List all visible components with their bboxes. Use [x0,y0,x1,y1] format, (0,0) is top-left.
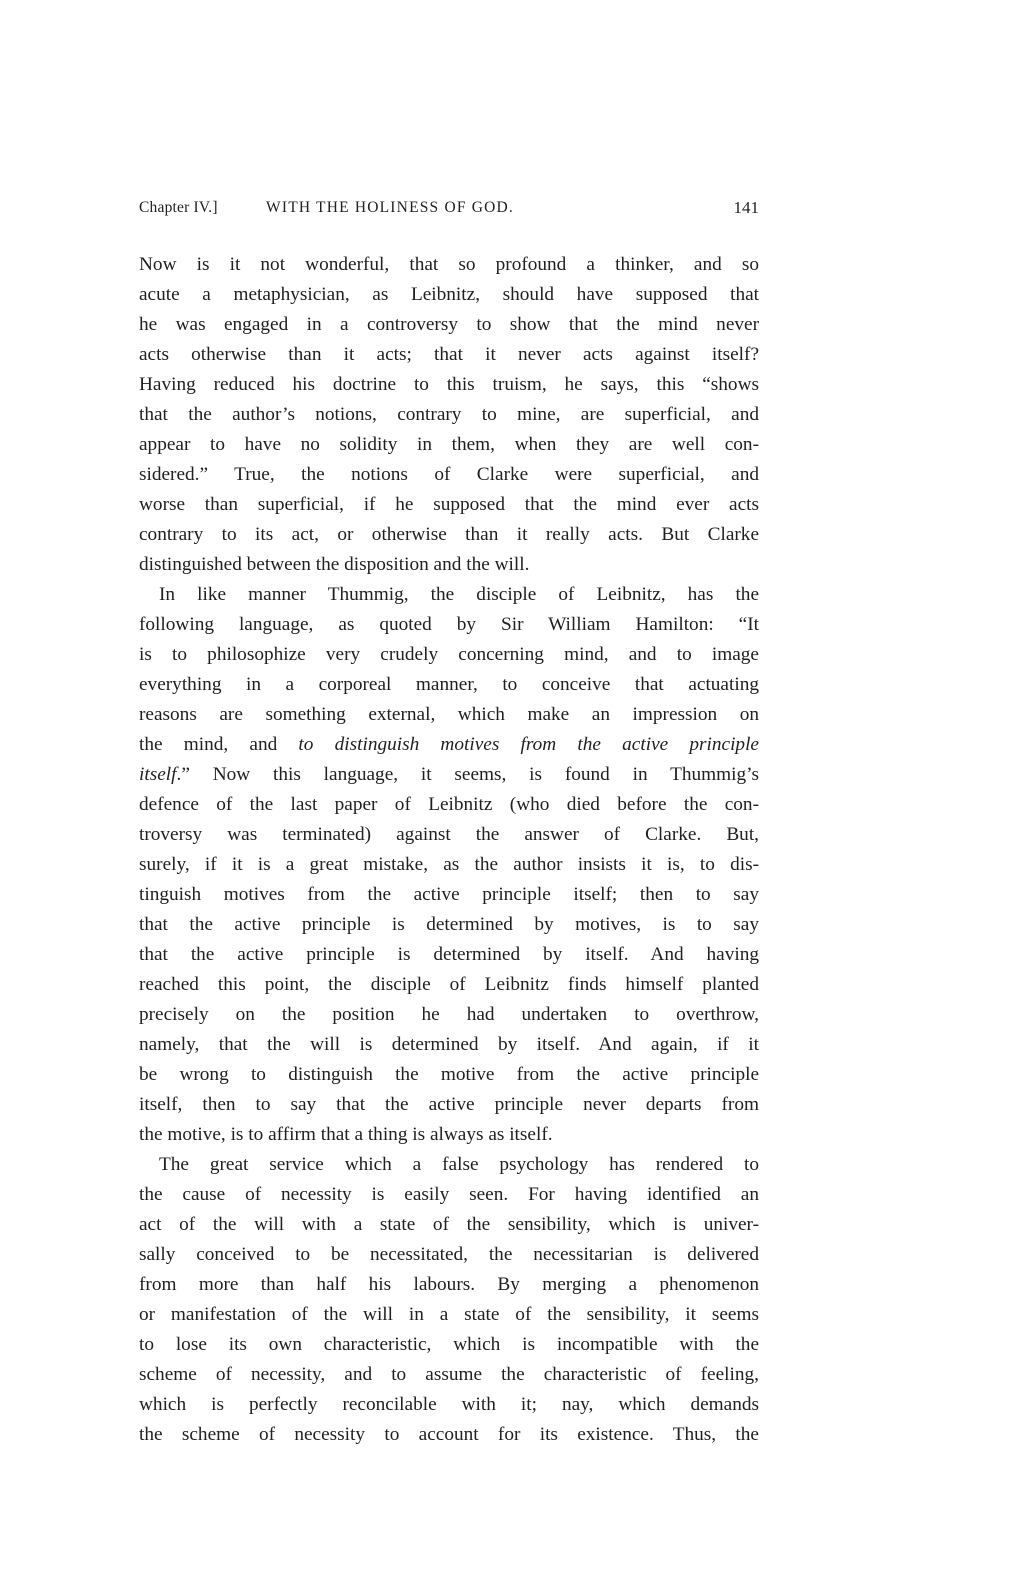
paragraph-2 [139,580,759,1150]
text-line: distinguished between the disposition and the will. [139,554,530,575]
page-number: 141 [733,198,759,217]
text-line: he was engaged in a controversy to show that the mind never [139,314,759,335]
text-line: namely, that the will is determined by itself. And again, if it [139,1034,759,1055]
text-line: following language, as quoted by Sir William Hamilton: “It [139,614,759,635]
text-line: sidered.” True, the notions of Clarke were superficial, and [139,464,759,485]
text-line: that the active principle is determined by motives, is to say [139,914,759,935]
text-line: the motive, is to affirm that a thing is always as itself. [139,1124,553,1145]
text-line: that the active principle is determined by itself. And having [139,944,759,965]
text-line: precisely on the position he had undertaken to overthrow, [139,1004,759,1025]
text-line: worse than superficial, if he supposed that the mind ever acts [139,494,759,515]
text-line: surely, if it is a great mistake, as the author insists it is, to dis- [139,854,759,875]
italic-quotation: to distinguish motives from the active principle [298,734,759,755]
text-line: everything in a corporeal manner, to conceive that actuating [139,674,759,695]
text-line: act of the will with a state of the sensibility, which is univer- [139,1214,759,1235]
text-line: the cause of necessity is easily seen. For having identified an [139,1184,759,1205]
text-line: appear to have no solidity in them, when they are well con- [139,434,759,455]
text-line: to lose its own characteristic, which is incompatible with the [139,1334,759,1355]
chapter-label: Chapter IV.] [139,199,218,216]
paragraph-3 [139,1150,759,1450]
running-header [139,199,759,223]
text-line: reasons are something external, which make an impression on [139,704,759,725]
text-line: from more than half his labours. By merging a phenomenon [139,1274,759,1295]
text-segment: the mind, and [139,734,299,755]
text-line: troversy was terminated) against the answer of Clarke. But, [139,824,759,845]
text-line-mixed [139,760,759,790]
italic-quotation: itself [139,764,177,785]
text-line: The great service which a false psychology has rendered to [159,1154,759,1175]
text-line-mixed [139,730,759,760]
text-line: is to philosophize very crudely concerning mind, and to image [139,644,759,665]
text-line: itself, then to say that the active principle never departs from [139,1094,759,1115]
text-line: sally conceived to be necessitated, the necessitarian is delivered [139,1244,759,1265]
text-line: the scheme of necessity to account for its existence. Thus, the [139,1424,759,1445]
body-text [139,250,759,1450]
text-line: In like manner Thummig, the disciple of Leibnitz, has the [159,584,759,605]
text-line: that the author’s notions, contrary to mine, are superficial, and [139,404,759,425]
text-line: acute a metaphysician, as Leibnitz, should have supposed that [139,284,759,305]
text-line: which is perfectly reconcilable with it; nay, which demands [139,1394,759,1415]
running-title: WITH THE HOLINESS OF GOD. [266,199,514,216]
text-line: defence of the last paper of Leibnitz (who died before the con- [139,794,759,815]
text-line: Having reduced his doctrine to this truism, he says, this “shows [139,374,759,395]
text-line: or manifestation of the will in a state of the sensibility, it seems [139,1304,759,1325]
text-line: reached this point, the disciple of Leibnitz finds himself planted [139,974,759,995]
text-line: acts otherwise than it acts; that it never acts against itself? [139,344,759,365]
paragraph-1 [139,250,759,580]
text-line: Now is it not wonderful, that so profound a thinker, and so [139,254,759,275]
text-line: contrary to its act, or otherwise than it really acts. But Clarke [139,524,759,545]
text-segment: .” Now this language, it seems, is found in Thummig’s [176,764,759,785]
text-line: scheme of necessity, and to assume the characteristic of feeling, [139,1364,759,1385]
text-line: tinguish motives from the active principle itself; then to say [139,884,759,905]
text-line: be wrong to distinguish the motive from the active principle [139,1064,759,1085]
